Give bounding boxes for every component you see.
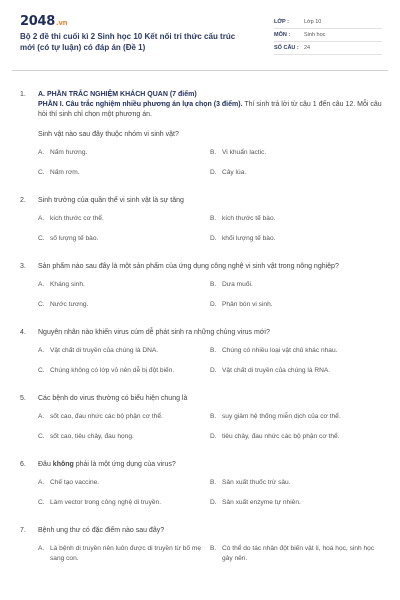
- meta-key: SỐ CÂU :: [274, 45, 299, 51]
- option-text: Dưa muối.: [222, 281, 253, 288]
- option-text: Là bệnh di truyền nên luôn được di truyền từ bố mẹ sang con.: [50, 545, 201, 562]
- option-text: khối lượng tế bào.: [222, 235, 276, 242]
- option-a[interactable]: [38, 544, 210, 564]
- question-number: 3.: [20, 263, 26, 270]
- question-number: 1.: [20, 91, 26, 98]
- option-key: A.: [38, 479, 45, 486]
- meta-value: Lớp 10: [304, 19, 322, 25]
- option-key: B.: [210, 281, 217, 288]
- answer-options: [38, 280, 384, 310]
- option-key: B.: [210, 149, 217, 156]
- question-stem: [20, 460, 384, 470]
- option-b[interactable]: [210, 346, 382, 356]
- option-c[interactable]: [38, 168, 210, 178]
- question-text: [38, 526, 164, 536]
- option-key: A.: [38, 347, 45, 354]
- stem-part: Các bệnh do virus thường có biểu hiện chung là: [38, 395, 188, 402]
- question-stem: [20, 262, 384, 272]
- option-key: A.: [38, 149, 45, 156]
- option-text: suy giảm hệ thống miễn dịch của cơ thể.: [222, 413, 341, 420]
- option-c[interactable]: [38, 300, 210, 310]
- option-text: Vi khuẩn lactic.: [222, 149, 267, 156]
- stem-part: Sinh trưởng của quần thể vi sinh vật là sự tăng: [38, 197, 184, 204]
- option-text: kích thước cơ thể.: [50, 215, 104, 222]
- question-text: [38, 460, 176, 470]
- option-b[interactable]: [210, 214, 382, 224]
- meta-row-class: [274, 16, 382, 29]
- option-key: B.: [210, 479, 217, 486]
- question-text: [38, 262, 339, 272]
- question-stem: Sinh vật nào sau đây thuộc nhóm vi sinh vật?: [38, 131, 179, 138]
- stem-part: Bệnh ung thư có đặc điểm nào sau đây?: [38, 527, 165, 534]
- option-b[interactable]: [210, 544, 382, 564]
- section-instruction-block: [38, 100, 384, 120]
- option-d[interactable]: [210, 432, 382, 442]
- question-text: [38, 196, 184, 206]
- logo-suffix: .vn: [55, 19, 68, 27]
- question-number: 4.: [20, 329, 26, 336]
- question-4: [20, 328, 384, 376]
- question-number: 2.: [20, 197, 26, 204]
- option-text: Chế tạo vaccine.: [50, 479, 100, 486]
- option-key: C.: [38, 301, 45, 308]
- stem-emphasis: không: [52, 461, 74, 468]
- option-a[interactable]: [38, 412, 210, 422]
- option-key: C.: [38, 169, 45, 176]
- option-text: Nấm hương.: [50, 149, 88, 156]
- option-text: số lượng tế bào.: [50, 235, 99, 242]
- meta-value: Sinh học: [304, 32, 326, 38]
- option-text: Phân bón vi sinh.: [222, 301, 273, 308]
- stem-part: phải là một ứng dụng của virus?: [73, 461, 176, 468]
- option-text: Nấm rơm.: [50, 169, 80, 176]
- question-stem: [20, 394, 384, 404]
- stem-part: Sản phẩm nào sau đây là một sản phẩm của ứng dụng công nghệ vi sinh vật trong nông nghiệp?: [38, 263, 339, 270]
- option-a[interactable]: [38, 346, 210, 356]
- option-text: Có thể do tác nhân đột biến vật lí, hoá học, sinh học gây nên.: [222, 545, 375, 562]
- document-title: Bộ 2 đề thi cuối kì 2 Sinh học 10 Kết nối tri thức cấu trúc mới (có tự luận) có đáp án (Đề 1): [20, 32, 236, 52]
- option-text: Kháng sinh.: [50, 281, 85, 288]
- option-b[interactable]: [210, 280, 382, 290]
- meta-value: 24: [304, 45, 311, 51]
- option-key: C.: [38, 433, 45, 440]
- option-text: Nước tương.: [50, 301, 89, 308]
- option-key: C.: [38, 367, 45, 374]
- stem-part: Đâu: [38, 461, 53, 468]
- option-key: D.: [210, 367, 217, 374]
- option-d[interactable]: [210, 234, 382, 244]
- document-meta: [274, 16, 382, 55]
- option-text: Chúng có nhiều loại vật chủ khác nhau.: [222, 347, 338, 354]
- question-7: [20, 526, 384, 564]
- option-c[interactable]: [38, 498, 210, 508]
- option-a[interactable]: [38, 214, 210, 224]
- answer-options: [38, 148, 384, 178]
- question-number: 5.: [20, 395, 26, 402]
- option-key: A.: [38, 413, 45, 420]
- question-2: [20, 196, 384, 244]
- part-title: PHẦN I. Câu trắc nghiệm nhiều phương án lựa chọn (3 điểm).: [38, 101, 243, 108]
- option-key: C.: [38, 499, 45, 506]
- meta-row-count: [274, 42, 382, 55]
- option-a[interactable]: [38, 148, 210, 158]
- meta-key: MÔN :: [274, 32, 291, 38]
- section-body: [38, 90, 384, 140]
- answer-options: [38, 214, 384, 244]
- option-text: Vật chất di truyền của chúng là RNA.: [222, 367, 331, 374]
- answer-options: [38, 346, 384, 376]
- option-d[interactable]: [210, 300, 382, 310]
- answer-options: [38, 478, 384, 508]
- option-key: B.: [210, 215, 217, 222]
- logo-main: 2048: [20, 14, 55, 29]
- option-c[interactable]: [38, 234, 210, 244]
- option-key: D.: [210, 301, 217, 308]
- option-text: Sản xuất thuốc trừ sâu.: [222, 479, 291, 486]
- question-number: 6.: [20, 461, 26, 468]
- page-header: [20, 12, 382, 60]
- option-d[interactable]: [210, 498, 382, 508]
- stem-part: Nguyên nhân nào khiến virus cúm dễ phát sinh ra những chủng virus mới?: [38, 329, 270, 336]
- option-text: sốt cao, đau nhức các bộ phận cơ thể.: [50, 413, 163, 420]
- option-key: D.: [210, 235, 217, 242]
- answer-options: [38, 412, 384, 442]
- meta-row-subject: [274, 29, 382, 42]
- option-key: D.: [210, 433, 217, 440]
- option-text: Chúng không có lớp vỏ nên dễ bị đột biến.: [50, 367, 175, 374]
- option-b[interactable]: [210, 478, 382, 488]
- option-a[interactable]: [38, 478, 210, 488]
- option-text: Vật chất di truyền của chúng là DNA.: [50, 347, 159, 354]
- option-d[interactable]: [210, 366, 382, 376]
- question-text: [38, 394, 187, 404]
- option-b[interactable]: [210, 148, 382, 158]
- question-6: [20, 460, 384, 508]
- option-key: D.: [210, 169, 217, 176]
- option-a[interactable]: [38, 280, 210, 290]
- option-key: B.: [210, 413, 217, 420]
- option-key: A.: [38, 215, 45, 222]
- question-number: 7.: [20, 527, 26, 534]
- section-title: A. PHẦN TRẮC NGHIỆM KHÁCH QUAN (7 điểm): [38, 91, 197, 98]
- question-stem: [20, 328, 384, 338]
- option-c[interactable]: [38, 366, 210, 376]
- option-key: D.: [210, 499, 217, 506]
- header-divider: [12, 70, 388, 71]
- option-b[interactable]: [210, 412, 382, 422]
- option-text: Cây lúa.: [222, 169, 247, 176]
- option-text: Làm vector trong công nghệ di truyền.: [50, 499, 162, 506]
- question-5: [20, 394, 384, 442]
- part-instruction: Thí sinh trả lời từ câu 1 đến câu 12. Mỗi câu hỏi thí sinh chỉ chọn một phương án.: [38, 101, 382, 118]
- meta-key: LỚP :: [274, 19, 289, 25]
- option-key: A.: [38, 281, 45, 288]
- exam-content: [20, 90, 384, 564]
- option-c[interactable]: [38, 432, 210, 442]
- question-stem: [20, 526, 384, 536]
- question-1: [20, 90, 384, 140]
- option-text: kích thước tế bào.: [222, 215, 276, 222]
- site-logo[interactable]: [20, 14, 67, 29]
- option-d[interactable]: [210, 168, 382, 178]
- question-text: [38, 328, 270, 338]
- answer-options: [38, 544, 384, 564]
- option-key: C.: [38, 235, 45, 242]
- option-text: sốt cao, tiêu chảy, đau họng.: [50, 433, 134, 440]
- option-text: tiêu chảy, đau nhức các bộ phận cơ thể.: [222, 433, 340, 440]
- question-stem: [20, 196, 384, 206]
- option-text: Sản xuất enzyme tự nhiên.: [222, 499, 301, 506]
- question-3: [20, 262, 384, 310]
- option-key: B.: [210, 545, 217, 552]
- option-key: A.: [38, 545, 45, 552]
- option-key: B.: [210, 347, 217, 354]
